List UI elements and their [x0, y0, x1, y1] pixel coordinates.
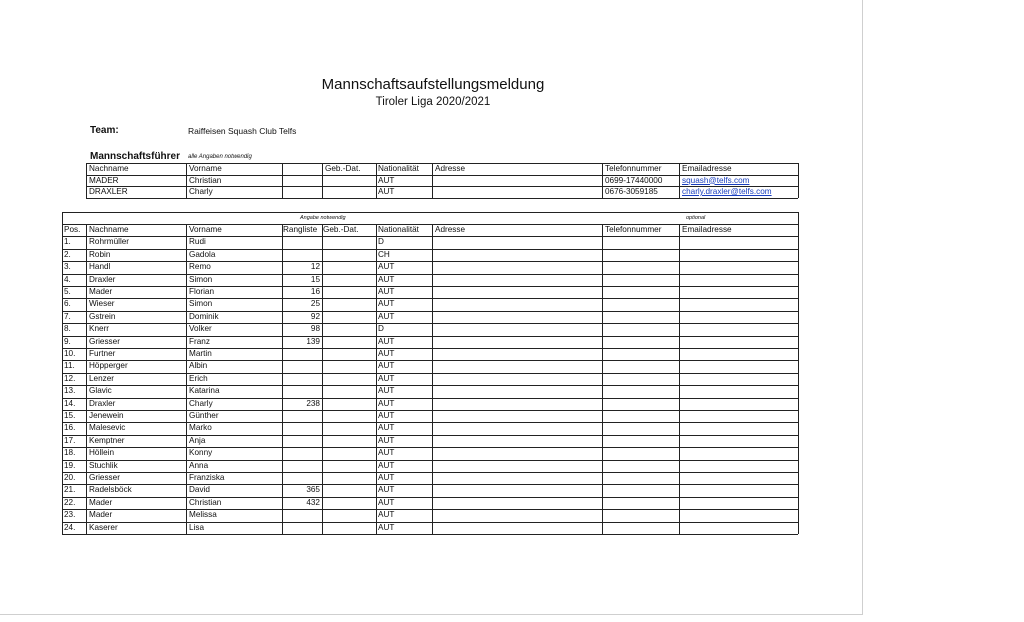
header-rangliste: Rangliste: [283, 225, 318, 234]
captain-nachname: DRAXLER: [89, 187, 128, 196]
player-pos: 7.: [64, 311, 71, 321]
player-nationalitaet: AUT: [378, 497, 395, 507]
player-vorname: Marko: [189, 423, 212, 433]
captain-email-link[interactable]: squash@telfs.com: [682, 175, 750, 185]
captain-telefon: 0676-3059185: [605, 187, 658, 196]
captains-col-line: [86, 163, 87, 198]
captain-nationalitaet: AUT: [378, 187, 395, 196]
player-rangliste: 139: [306, 336, 320, 346]
captain-vorname: Charly: [189, 187, 213, 196]
player-rangliste: 98: [310, 324, 320, 334]
player-nachname: Furtner: [89, 349, 116, 358]
player-nationalitaet: AUT: [378, 423, 395, 433]
player-vorname: Franz: [189, 336, 210, 346]
player-vorname: David: [189, 485, 210, 495]
player-vorname: Simon: [189, 274, 213, 284]
player-vorname: Volker: [189, 324, 212, 334]
captains-col-line: [322, 163, 323, 198]
player-nachname: Höllein: [89, 448, 115, 458]
player-nachname: Gstrein: [89, 311, 116, 321]
player-rangliste: 432: [306, 497, 320, 507]
player-pos: 21.: [64, 485, 76, 495]
document-title: Mannschaftsaufstellungsmeldung: [321, 76, 545, 93]
player-nachname: Rohrmüller: [89, 237, 130, 247]
player-nationalitaet: AUT: [378, 373, 395, 383]
players-col-line: [798, 212, 799, 534]
player-vorname: Charly: [189, 398, 213, 408]
player-pos: 3.: [64, 262, 71, 272]
player-vorname: Rudi: [189, 237, 206, 247]
player-pos: 6.: [64, 299, 71, 309]
player-nationalitaet: AUT: [378, 435, 395, 445]
player-vorname: Anja: [189, 435, 206, 445]
player-nationalitaet: AUT: [378, 262, 395, 272]
player-pos: 14.: [64, 398, 76, 408]
player-nachname: Stuchlik: [89, 460, 118, 470]
player-vorname: Dominik: [189, 311, 219, 321]
header-geb-dat: Geb.-Dat.: [323, 225, 359, 234]
player-vorname: Anna: [189, 460, 209, 470]
player-pos: 23.: [64, 510, 76, 520]
player-vorname: Christian: [189, 497, 222, 507]
player-nachname: Handl: [89, 262, 111, 272]
player-nationalitaet: AUT: [378, 311, 395, 321]
player-pos: 5.: [64, 287, 71, 296]
player-vorname: Günther: [189, 411, 219, 420]
player-pos: 22.: [64, 497, 76, 507]
players-row-line: [62, 534, 798, 535]
player-pos: 15.: [64, 411, 76, 420]
player-vorname: Martin: [189, 349, 212, 358]
captain-vorname: Christian: [189, 175, 222, 185]
players-col-line: [602, 224, 603, 534]
player-nachname: Kemptner: [89, 435, 125, 445]
player-pos: 18.: [64, 448, 76, 458]
player-nationalitaet: AUT: [378, 485, 395, 495]
player-vorname: Remo: [189, 262, 211, 272]
player-nachname: Draxler: [89, 398, 116, 408]
header-telefon: Telefonnummer: [605, 164, 662, 173]
captains-label: Mannschaftsführer: [90, 151, 181, 162]
player-vorname: Melissa: [189, 510, 217, 520]
header-nationalitaet: Nationalität: [378, 164, 419, 173]
captain-nationalitaet: AUT: [378, 175, 395, 185]
player-nationalitaet: D: [378, 237, 384, 247]
player-pos: 8.: [64, 324, 71, 334]
player-pos: 4.: [64, 274, 71, 284]
players-col-line: [62, 212, 63, 534]
required-note: Angabe notwendig: [300, 215, 346, 221]
captain-telefon: 0699-17440000: [605, 175, 663, 185]
header-nachname: Nachname: [89, 164, 129, 173]
player-nachname: Kaserer: [89, 522, 118, 532]
player-pos: 2.: [64, 249, 71, 259]
player-pos: 12.: [64, 373, 76, 383]
captain-email-link[interactable]: charly.draxler@telfs.com: [682, 187, 772, 196]
player-pos: 13.: [64, 386, 76, 396]
player-rangliste: 15: [310, 274, 320, 284]
header-email: Emailadresse: [682, 225, 732, 234]
player-nachname: Mader: [89, 287, 113, 296]
player-pos: 20.: [64, 473, 76, 482]
player-pos: 24.: [64, 522, 76, 532]
captains-col-line: [602, 163, 603, 198]
player-pos: 1.: [64, 237, 71, 247]
captains-note: alle Angaben notwendig: [188, 154, 252, 160]
team-value: Raiffeisen Squash Club Telfs: [188, 126, 297, 136]
player-nationalitaet: AUT: [378, 510, 395, 520]
player-pos: 17.: [64, 435, 76, 445]
player-nationalitaet: AUT: [378, 349, 395, 358]
optional-note: optional: [686, 215, 706, 221]
header-vorname: Vorname: [189, 164, 222, 173]
player-nachname: Höpperger: [89, 361, 128, 371]
player-nationalitaet: D: [378, 324, 384, 334]
player-nachname: Glavic: [89, 386, 112, 396]
captain-nachname: MADER: [89, 175, 119, 185]
player-pos: 10.: [64, 349, 76, 358]
header-geb-dat: Geb.-Dat.: [325, 164, 361, 173]
player-nationalitaet: CH: [378, 249, 390, 259]
player-vorname: Albin: [189, 361, 208, 371]
player-nationalitaet: AUT: [378, 448, 395, 458]
player-nachname: Knerr: [89, 324, 110, 334]
player-rangliste: 92: [310, 311, 320, 321]
player-nachname: Griesser: [89, 473, 120, 482]
player-pos: 11.: [64, 361, 75, 371]
players-col-line: [376, 224, 377, 534]
team-label: Team:: [90, 125, 119, 136]
player-nationalitaet: AUT: [378, 411, 395, 420]
player-vorname: Erich: [189, 373, 208, 383]
player-nachname: Mader: [89, 497, 113, 507]
player-nachname: Robin: [89, 249, 111, 259]
player-nachname: Malesevic: [89, 423, 126, 433]
player-nationalitaet: AUT: [378, 522, 395, 532]
header-adresse: Adresse: [435, 225, 466, 234]
player-vorname: Florian: [189, 287, 215, 296]
player-nationalitaet: AUT: [378, 386, 395, 396]
players-top-line: [62, 212, 798, 213]
header-email: Emailadresse: [682, 164, 732, 173]
player-nachname: Jenewein: [89, 411, 124, 420]
player-rangliste: 25: [310, 299, 320, 309]
page-edge-bottom: [0, 614, 863, 615]
player-nationalitaet: AUT: [378, 473, 395, 482]
player-nationalitaet: AUT: [378, 460, 395, 470]
player-nachname: Lenzer: [89, 373, 115, 383]
player-vorname: Simon: [189, 299, 213, 309]
player-rangliste: 16: [310, 287, 320, 296]
player-pos: 16.: [64, 423, 76, 433]
header-adresse: Adresse: [435, 164, 466, 173]
player-rangliste: 238: [306, 398, 320, 408]
header-nachname: Nachname: [89, 225, 129, 234]
players-col-line: [86, 224, 87, 534]
player-vorname: Gadola: [189, 249, 216, 259]
player-nationalitaet: AUT: [378, 287, 395, 296]
header-vorname: Vorname: [189, 225, 222, 234]
players-col-line: [679, 224, 680, 534]
players-col-line: [186, 224, 187, 534]
player-vorname: Konny: [189, 448, 213, 458]
player-nationalitaet: AUT: [378, 299, 395, 309]
player-vorname: Franziska: [189, 473, 225, 482]
player-nachname: Draxler: [89, 274, 116, 284]
player-pos: 19.: [64, 460, 76, 470]
player-vorname: Lisa: [189, 522, 205, 532]
player-pos: 9.: [64, 336, 71, 346]
player-nationalitaet: AUT: [378, 361, 395, 371]
player-nationalitaet: AUT: [378, 398, 395, 408]
header-telefon: Telefonnummer: [605, 225, 662, 234]
player-nationalitaet: AUT: [378, 336, 395, 346]
captains-col-line: [186, 163, 187, 198]
players-col-line: [322, 224, 323, 534]
player-rangliste: 365: [306, 485, 320, 495]
player-vorname: Katarina: [189, 386, 220, 396]
player-nachname: Wieser: [89, 299, 115, 309]
document-subtitle: Tiroler Liga 2020/2021: [375, 96, 491, 108]
header-pos: Pos.: [64, 225, 81, 234]
player-nachname: Radelsböck: [89, 485, 132, 495]
header-nationalitaet: Nationalität: [378, 225, 419, 234]
player-nationalitaet: AUT: [378, 274, 395, 284]
player-nachname: Griesser: [89, 336, 120, 346]
player-rangliste: 12: [310, 262, 320, 272]
player-nachname: Mader: [89, 510, 113, 520]
